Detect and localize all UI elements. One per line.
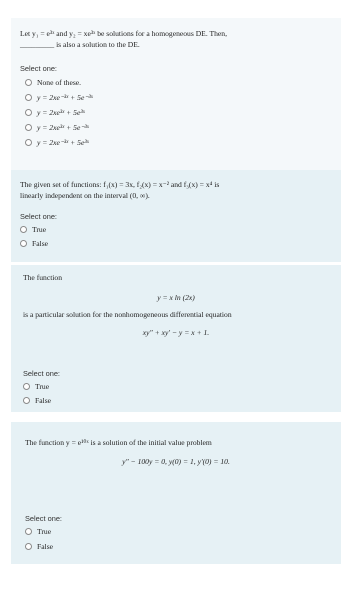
question-2-option-true[interactable] [20, 225, 46, 234]
question-3-stem-line-2: is a particular solution for the nonhomogeneous differential equation [23, 310, 232, 319]
radio-button[interactable] [20, 226, 27, 233]
radio-button[interactable] [25, 94, 32, 101]
option-label: y = 2xe⁻³ˣ + 5e⁻³ˣ [37, 93, 93, 102]
question-4-option-false[interactable] [25, 542, 53, 551]
radio-button[interactable] [23, 383, 30, 390]
question-3-equation-1: y = x ln (2x) [157, 293, 195, 302]
question-2-stem-line-1: The given set of functions: f₁(x) = 3x, f₂(x) = x⁻² and f₃(x) = x⁴ is [20, 180, 220, 189]
option-label: True [37, 527, 52, 536]
option-label: True [32, 225, 47, 234]
radio-button[interactable] [25, 109, 32, 116]
option-label: True [35, 382, 50, 391]
question-1-select-label: Select one: [20, 64, 57, 73]
question-1-option-3[interactable] [25, 108, 85, 117]
question-1-option-5[interactable] [25, 138, 89, 147]
question-4-equation-1: y″ − 100y = 0, y(0) = 1, y′(0) = 10. [122, 457, 230, 466]
question-1-option-4[interactable] [25, 123, 89, 132]
option-label: False [37, 542, 54, 551]
question-4-select-label: Select one: [25, 514, 62, 523]
question-3-equation-2: xy″ + xy′ − y = x + 1. [142, 328, 210, 337]
question-1-option-1[interactable] [25, 78, 81, 87]
option-label: y = 2xe³ˣ + 5e³ˣ [37, 108, 85, 117]
question-1-stem-line-1: Let y₁ = e³ˣ and y₂ = xe³ˣ be solutions for a homogeneous DE. Then, [20, 29, 227, 38]
option-label: y = 2xe³ˣ + 5e⁻³ˣ [37, 123, 89, 132]
question-1-option-2[interactable] [25, 93, 93, 102]
radio-button[interactable] [20, 240, 27, 247]
radio-button[interactable] [25, 528, 32, 535]
question-card-2 [11, 170, 341, 262]
radio-button[interactable] [25, 79, 32, 86]
question-4-option-true[interactable] [25, 527, 51, 536]
question-4-stem-line-1: The function y = e¹⁰ˣ is a solution of the initial value problem [25, 438, 212, 447]
question-3-select-label: Select one: [23, 369, 60, 378]
option-label: False [32, 239, 49, 248]
question-3-option-true[interactable] [23, 382, 49, 391]
question-2-option-false[interactable] [20, 239, 48, 248]
question-card-3 [11, 265, 341, 412]
option-label: False [35, 396, 52, 405]
question-1-stem-line-2: _________ is also a solution to the DE. [20, 40, 140, 49]
option-label: y = 2xe⁻³ˣ + 5e³ˣ [37, 138, 89, 147]
radio-button[interactable] [25, 139, 32, 146]
question-2-select-label: Select one: [20, 212, 57, 221]
question-3-stem-line-1: The function [23, 273, 63, 282]
radio-button[interactable] [25, 124, 32, 131]
question-2-stem-line-2: linearly independent on the interval (0, ∞). [20, 191, 150, 200]
radio-button[interactable] [23, 397, 30, 404]
option-label: None of these. [37, 78, 82, 87]
radio-button[interactable] [25, 543, 32, 550]
question-card-4 [11, 422, 341, 564]
question-3-option-false[interactable] [23, 396, 51, 405]
